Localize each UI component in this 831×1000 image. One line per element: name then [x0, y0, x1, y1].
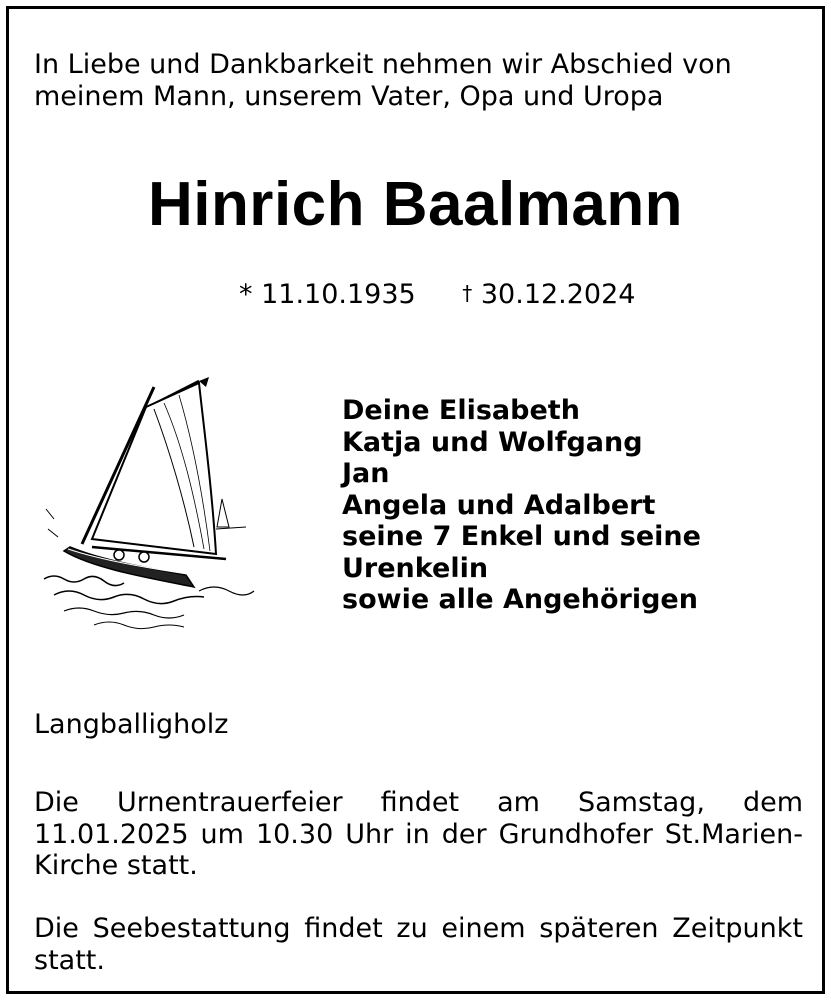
family-line: Deine Elisabeth — [342, 395, 580, 426]
family-list — [342, 395, 701, 616]
death-date-group — [462, 279, 635, 310]
family-line: seine 7 Enkel und seine — [342, 521, 701, 552]
place-name: Langballigholz — [34, 709, 229, 740]
deceased-name: Hinrich Baalmann — [147, 170, 684, 239]
sailboat-icon — [34, 369, 264, 639]
birth-symbol: * — [239, 279, 253, 310]
family-line: sowie alle Angehörigen — [342, 584, 698, 615]
death-symbol: † — [462, 281, 473, 305]
death-date: 30.12.2024 — [480, 279, 636, 310]
burial-notice: Die Seebestattung findet zu einem späteren Zeitpunkt statt. — [34, 913, 803, 976]
birth-date-group — [239, 279, 416, 310]
intro-text: In Liebe und Dankbarkeit nehmen wir Abschied von meinem Mann, unserem Vater, Opa und Uropa — [34, 49, 732, 112]
life-dates — [239, 279, 635, 310]
family-line: Katja und Wolfgang — [342, 426, 643, 458]
obituary-frame — [6, 6, 825, 994]
birth-date: 11.10.1935 — [261, 279, 416, 310]
family-line: Angela und Adalbert — [342, 489, 656, 521]
family-line: Jan — [342, 458, 390, 489]
ceremony-notice: Die Urnentrauerfeier findet am Samstag, dem 11.01.2025 um 10.30 Uhr in der Grundhofer St.Marien-Kirche statt. — [34, 787, 803, 881]
family-line: Urenkelin — [342, 552, 489, 584]
